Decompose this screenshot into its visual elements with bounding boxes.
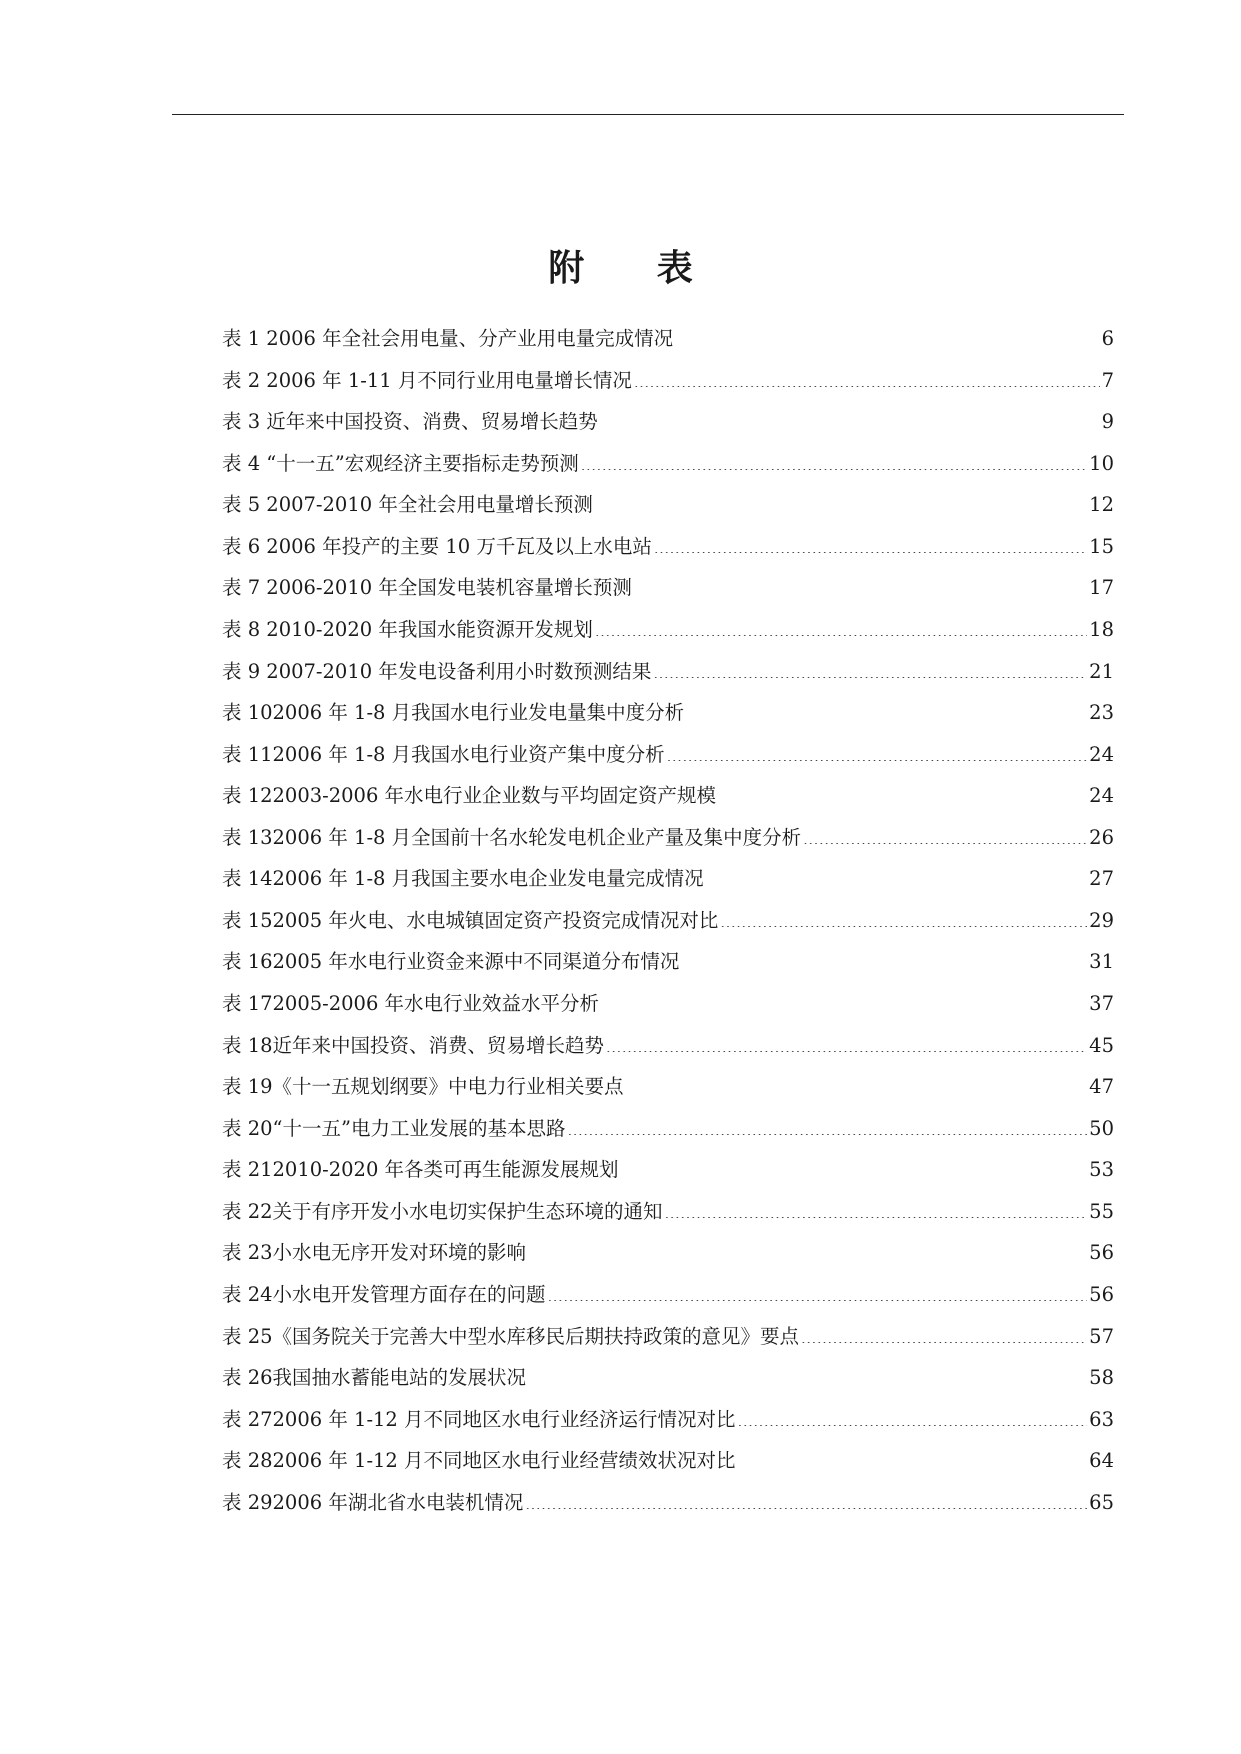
toc-dot-leader <box>634 367 1100 387</box>
toc-entry[interactable] <box>222 567 1114 609</box>
toc-dot-leader <box>525 1489 1087 1509</box>
toc-entry[interactable] <box>222 1191 1114 1233</box>
toc-entry-label: 表 1 2006 年全社会用电量、分产业用电量完成情况 <box>222 327 674 350</box>
toc-entry[interactable] <box>222 1482 1114 1524</box>
toc-dot-leader <box>675 326 1099 346</box>
toc-dot-leader <box>803 824 1087 844</box>
toc-entry-label: 表 162005 年水电行业资金来源中不同渠道分布情况 <box>222 950 680 974</box>
toc-entry-page-number: 21 <box>1089 659 1114 683</box>
page-title: 附 表 <box>548 247 723 290</box>
toc-entry-page-number: 50 <box>1089 1116 1114 1140</box>
toc-entry-page-number: 29 <box>1089 908 1114 932</box>
toc-entry-page-number: 56 <box>1089 1241 1114 1265</box>
toc-entry-page-number: 55 <box>1089 1199 1114 1223</box>
toc-entry-label: 表 25《国务院关于完善大中型水库移民后期扶持政策的意见》要点 <box>222 1324 800 1348</box>
toc-dot-leader <box>681 949 1087 969</box>
toc-entry-label: 表 122003-2006 年水电行业企业数与平均固定资产规模 <box>222 784 717 808</box>
toc-entry-page-number: 47 <box>1089 1075 1114 1099</box>
toc-dot-leader <box>738 1406 1088 1426</box>
toc-entry[interactable] <box>222 1274 1114 1316</box>
toc-entry-page-number: 53 <box>1089 1158 1114 1182</box>
toc-entry-page-number: 10 <box>1089 451 1114 475</box>
toc-entry[interactable] <box>222 941 1114 983</box>
toc-entry[interactable] <box>222 817 1114 859</box>
toc-entry[interactable] <box>222 443 1114 485</box>
toc-dot-leader <box>528 1365 1087 1385</box>
toc-dot-leader <box>720 907 1087 927</box>
toc-dot-leader <box>548 1281 1088 1301</box>
toc-entry-label: 表 22关于有序开发小水电切实保护生态环境的通知 <box>222 1199 663 1223</box>
toc-entry[interactable] <box>222 401 1114 443</box>
toc-entry[interactable] <box>222 983 1114 1025</box>
toc-entry[interactable] <box>222 1149 1114 1191</box>
toc-entry-label: 表 9 2007-2010 年发电设备利用小时数预测结果 <box>222 659 652 683</box>
toc-entry[interactable] <box>222 1399 1114 1441</box>
toc-dot-leader <box>600 409 1100 429</box>
toc-entry-label: 表 18近年来中国投资、消费、贸易增长趋势 <box>222 1033 605 1057</box>
toc-dot-leader <box>686 700 1087 720</box>
toc-entry-page-number: 17 <box>1089 576 1114 600</box>
toc-entry[interactable] <box>222 1025 1114 1067</box>
toc-dot-leader <box>718 783 1087 803</box>
toc-entry-page-number: 12 <box>1089 493 1114 517</box>
toc-entry-page-number: 15 <box>1089 534 1114 558</box>
toc-entry[interactable] <box>222 1316 1114 1358</box>
header-rule <box>172 114 1124 115</box>
toc-dot-leader <box>621 1157 1088 1177</box>
toc-dot-leader <box>626 1074 1088 1094</box>
toc-entry-label: 表 2 2006 年 1-11 月不同行业用电量增长情况 <box>222 368 632 392</box>
toc-dot-leader <box>653 658 1087 678</box>
toc-dot-leader <box>601 991 1087 1011</box>
toc-entry[interactable] <box>222 651 1114 693</box>
toc-entry-label: 表 7 2006-2010 年全国发电装机容量增长预测 <box>222 576 632 600</box>
toc-entry-page-number: 64 <box>1089 1449 1114 1473</box>
toc-entry-label: 表 152005 年火电、水电城镇固定资产投资完成情况对比 <box>222 908 719 932</box>
toc-entry[interactable] <box>222 1357 1114 1399</box>
toc-entry-page-number: 26 <box>1089 825 1114 849</box>
toc-dot-leader <box>738 1448 1088 1468</box>
toc-dot-leader <box>528 1240 1087 1260</box>
toc-entry[interactable] <box>222 775 1114 817</box>
toc-entry-page-number: 45 <box>1089 1033 1114 1057</box>
table-of-tables <box>222 318 1114 1523</box>
toc-dot-leader <box>667 741 1088 761</box>
toc-entry[interactable] <box>222 484 1114 526</box>
toc-entry-page-number: 57 <box>1089 1324 1114 1348</box>
toc-entry[interactable] <box>222 1232 1114 1274</box>
toc-entry-label: 表 112006 年 1-8 月我国水电行业资产集中度分析 <box>222 742 665 766</box>
toc-dot-leader <box>654 533 1087 553</box>
toc-entry-label: 表 4 “十一五”宏观经济主要指标走势预测 <box>222 451 579 475</box>
toc-entry-page-number: 18 <box>1089 617 1114 641</box>
toc-entry-page-number: 58 <box>1089 1366 1114 1390</box>
toc-entry-label: 表 6 2006 年投产的主要 10 万千瓦及以上水电站 <box>222 534 652 558</box>
toc-entry-page-number: 63 <box>1089 1407 1114 1431</box>
toc-dot-leader <box>801 1323 1087 1343</box>
toc-entry-label: 表 23小水电无序开发对环境的影响 <box>222 1241 527 1265</box>
toc-entry-page-number: 65 <box>1089 1490 1114 1514</box>
toc-entry-label: 表 5 2007-2010 年全社会用电量增长预测 <box>222 493 593 517</box>
toc-entry-page-number: 7 <box>1101 368 1114 392</box>
toc-entry-page-number: 6 <box>1101 327 1114 350</box>
toc-dot-leader <box>595 616 1087 636</box>
toc-entry[interactable] <box>222 1066 1114 1108</box>
toc-entry-label: 表 19《十一五规划纲要》中电力行业相关要点 <box>222 1075 624 1099</box>
toc-entry-page-number: 37 <box>1089 992 1114 1015</box>
toc-entry-page-number: 23 <box>1089 701 1114 725</box>
toc-dot-leader <box>581 450 1087 470</box>
toc-dot-leader <box>567 1115 1087 1135</box>
toc-entry[interactable] <box>222 360 1114 402</box>
toc-entry-label: 表 20“十一五”电力工业发展的基本思路 <box>222 1116 566 1140</box>
toc-dot-leader <box>665 1198 1088 1218</box>
toc-entry[interactable] <box>222 692 1114 734</box>
toc-entry-label: 表 26我国抽水蓄能电站的发展状况 <box>222 1366 527 1390</box>
toc-dot-leader <box>706 866 1088 886</box>
toc-entry[interactable] <box>222 526 1114 568</box>
toc-entry-page-number: 56 <box>1089 1282 1114 1306</box>
toc-entry-label: 表 3 近年来中国投资、消费、贸易增长趋势 <box>222 410 598 434</box>
toc-entry-label: 表 24小水电开发管理方面存在的问题 <box>222 1282 546 1306</box>
toc-entry-label: 表 102006 年 1-8 月我国水电行业发电量集中度分析 <box>222 701 685 725</box>
toc-entry-page-number: 31 <box>1089 950 1114 974</box>
toc-entry-label: 表 292006 年湖北省水电装机情况 <box>222 1490 524 1514</box>
toc-entry[interactable] <box>222 318 1114 360</box>
toc-entry[interactable] <box>222 734 1114 776</box>
toc-entry[interactable] <box>222 1108 1114 1150</box>
toc-entry-label: 表 282006 年 1-12 月不同地区水电行业经营绩效状况对比 <box>222 1449 736 1473</box>
toc-entry-page-number: 24 <box>1089 742 1114 766</box>
toc-entry-page-number: 24 <box>1089 784 1114 808</box>
toc-entry-label: 表 212010-2020 年各类可再生能源发展规划 <box>222 1158 619 1182</box>
toc-entry[interactable] <box>222 858 1114 900</box>
toc-entry-label: 表 272006 年 1-12 月不同地区水电行业经济运行情况对比 <box>222 1407 736 1431</box>
toc-dot-leader <box>595 492 1087 512</box>
toc-entry-page-number: 9 <box>1101 410 1114 434</box>
toc-entry-label: 表 172005-2006 年水电行业效益水平分析 <box>222 992 600 1015</box>
toc-dot-leader <box>606 1032 1087 1052</box>
toc-entry[interactable] <box>222 609 1114 651</box>
toc-dot-leader <box>634 575 1087 595</box>
toc-entry-label: 表 132006 年 1-8 月全国前十名水轮发电机企业产量及集中度分析 <box>222 825 802 849</box>
toc-entry[interactable] <box>222 900 1114 942</box>
toc-entry-label: 表 8 2010-2020 年我国水能资源开发规划 <box>222 617 593 641</box>
toc-entry-page-number: 27 <box>1089 867 1114 891</box>
toc-entry-label: 表 142006 年 1-8 月我国主要水电企业发电量完成情况 <box>222 867 704 891</box>
toc-entry[interactable] <box>222 1440 1114 1482</box>
